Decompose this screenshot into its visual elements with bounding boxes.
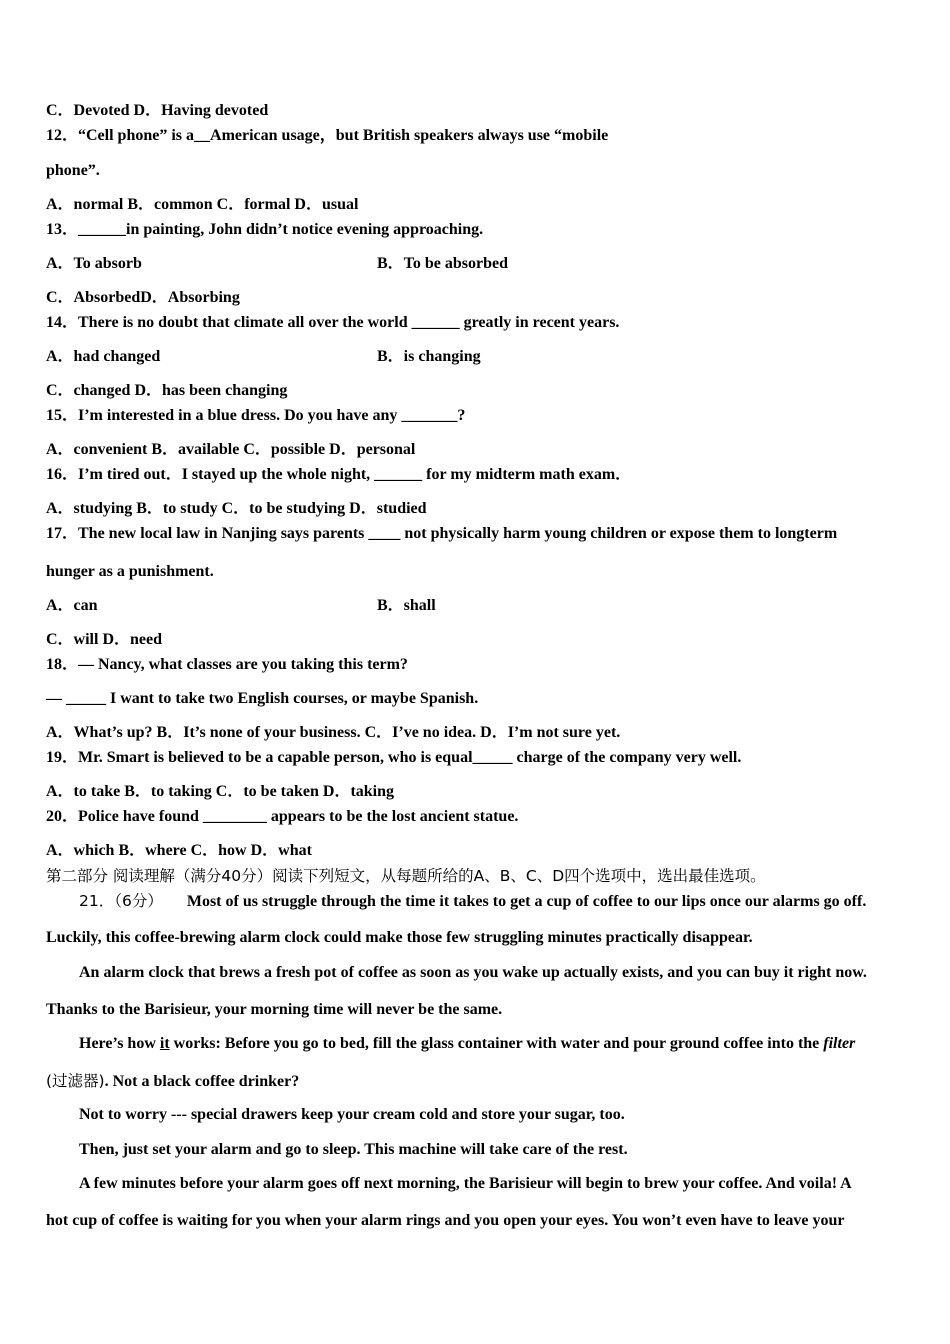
passage-p3-text-a: Here’s how: [79, 1035, 160, 1052]
passage-p6-line1: A few minutes before your alarm goes off next morning, the Barisieur will begin to brew your coffee. And voila! A: [79, 1175, 852, 1192]
passage-p2-line2: Thanks to the Barisieur, your morning time will never be the same.: [46, 1001, 503, 1018]
q12-stem-line2: phone”.: [46, 162, 100, 179]
passage-p4: Not to worry --- special drawers keep your cream cold and store your sugar, too.: [79, 1106, 625, 1123]
q14-option-a: A．had changed: [46, 348, 161, 365]
passage-p3-underlined-it: it: [159, 1035, 170, 1052]
q21-label: 21．（6分）: [79, 892, 163, 910]
q13-option-a: A．To absorb: [46, 255, 142, 272]
q16-stem: 16．I’m tired out．I stayed up the whole night, ______ for my midterm math exam．: [46, 466, 632, 483]
passage-p3-italic-filter: filter: [823, 1035, 856, 1052]
passage-p3-gloss: (过滤器): [46, 1072, 105, 1090]
passage-p1-line2: Luckily, this coffee-brewing alarm clock could make those few struggling minutes practically disappear.: [46, 929, 753, 946]
q17-stem-line1: 17．The new local law in Nanjing says parents ____ not physically harm young children or expose them to longterm: [46, 525, 838, 542]
passage-p6-line2: hot cup of coffee is waiting for you when your alarm rings and you open your eyes. You won’t even have to leave your: [46, 1212, 845, 1229]
q17-stem-line2: hunger as a punishment.: [46, 563, 214, 580]
q18-options: A．What’s up? B．It’s none of your business. C．I’ve no idea. D．I’m not sure yet.: [46, 724, 621, 741]
passage-p3-line1: [79, 1034, 855, 1054]
q17-option-b: B．shall: [377, 597, 436, 614]
q20-options: A．which B．where C．how D．what: [46, 842, 312, 859]
q17-option-a: A．can: [46, 597, 98, 614]
q17-options-cd: C．will D．need: [46, 631, 163, 648]
q15-options: A．convenient B．available C．possible D．personal: [46, 441, 416, 458]
q16-options: A．studying B．to study C．to be studying D．studied: [46, 500, 427, 517]
passage-p3-text-c: . Not a black coffee drinker?: [104, 1073, 300, 1090]
passage-p2-line1: An alarm clock that brews a fresh pot of coffee as soon as you wake up actually exists, and you can buy it right now.: [79, 964, 867, 981]
q14-stem: 14．There is no doubt that climate all over the world ______ greatly in recent years.: [46, 314, 620, 331]
q14-options-cd: C．changed D．has been changing: [46, 382, 288, 399]
q19-options: A．to take B．to taking C．to be taken D．taking: [46, 783, 395, 800]
q18-stem-line2: — _____ I want to take two English courses, or maybe Spanish.: [46, 690, 479, 707]
q12-stem-line1: 12．“Cell phone” is a__American usage，but British speakers always use “mobile: [46, 127, 609, 144]
q20-stem: 20．Police have found ________ appears to be the lost ancient statue.: [46, 808, 519, 825]
q19-stem: 19．Mr. Smart is believed to be a capable person, who is equal_____ charge of the company very well.: [46, 749, 742, 766]
q12-options: A．normal B．common C．formal D．usual: [46, 196, 359, 213]
q11-options-cd: C．Devoted D．Having devoted: [46, 102, 269, 119]
section2-heading: 第二部分 阅读理解（满分40分）阅读下列短文，从每题所给的A、B、C、D四个选项中，选出最佳选项。: [46, 867, 766, 885]
passage-p5: Then, just set your alarm and go to sleep. This machine will take care of the rest.: [79, 1141, 628, 1158]
q14-option-b: B．is changing: [377, 348, 481, 365]
q13-options-cd: C．AbsorbedD．Absorbing: [46, 289, 240, 306]
passage-p3-text-b: works: Before you go to bed, fill the glass container with water and pour ground coffee into the: [169, 1035, 824, 1052]
q18-stem-line1: 18．— Nancy, what classes are you taking this term?: [46, 656, 408, 673]
q13-option-b: B．To be absorbed: [377, 255, 509, 272]
passage-p1-text: Most of us struggle through the time it takes to get a cup of coffee to our lips once our alarms go off.: [186, 893, 867, 910]
q13-stem: 13．______in painting, John didn’t notice evening approaching.: [46, 221, 484, 238]
passage-p1-line1: [79, 891, 866, 912]
passage-p3-line2: [46, 1071, 299, 1092]
q15-stem: 15．I’m interested in a blue dress. Do you have any _______?: [46, 407, 466, 424]
